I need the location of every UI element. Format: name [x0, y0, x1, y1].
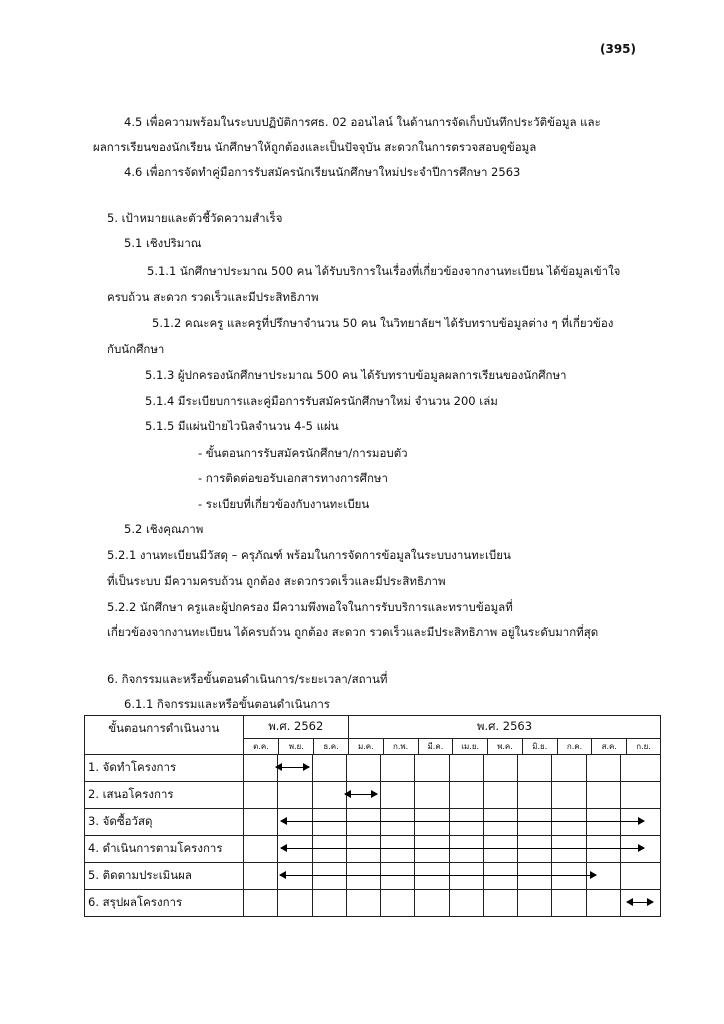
year-header: พ.ศ. 2563 [348, 716, 660, 739]
month-gridline [586, 890, 587, 916]
bullet-item: - ระเบียบที่เกี่ยวข้องกับงานทะเบียน [198, 497, 370, 511]
month-gridline [380, 809, 381, 835]
item-5-1-2-line-2: กับนักศึกษา [107, 342, 165, 356]
month-gridline [620, 782, 621, 808]
month-gridline [380, 836, 381, 862]
month-gridline [483, 755, 484, 781]
task-row [85, 890, 661, 917]
duration-arrow [280, 875, 597, 876]
month-gridline [312, 809, 313, 835]
month-gridline [449, 890, 450, 916]
month-gridline [449, 836, 450, 862]
month-header: ก.ค. [557, 739, 592, 755]
month-header: พ.ย. [279, 739, 314, 755]
month-gridline [380, 863, 381, 889]
month-gridline [414, 782, 415, 808]
bullet-item: - ขั้นตอนการรับสมัครนักศึกษา/การมอบตัว [198, 446, 408, 460]
month-gridline [346, 809, 347, 835]
item-5-1-1-line-1: 5.1.1 นักศึกษาประมาณ 500 คน ได้รับบริการในเรื่องที่เกี่ยวข้องจากงานทะเบียน ได้ข้อมูลเข้าใจ [147, 264, 621, 278]
item-5-1-2-line-1: 5.1.2 คณะครู และครูที่ปรึกษาจำนวน 50 คน ในวิทยาลัยฯ ได้รับทราบข้อมูลต่าง ๆ ที่เกี่ยวข้อง [152, 316, 614, 330]
month-gridline [620, 863, 621, 889]
month-gridline [449, 809, 450, 835]
item-5-1-5: 5.1.5 มีแผ่นป้ายไวนิลจำนวน 4-5 แผ่น [145, 419, 339, 433]
item-5-1-4: 5.1.4 มีระเบียบการและคู่มือการรับสมัครนักศึกษาใหม่ จำนวน 200 เล่ม [145, 394, 498, 408]
month-gridline [483, 782, 484, 808]
month-gridline [586, 863, 587, 889]
section-6-1-1-heading: 6.1.1 กิจกรรมและหรือขั้นตอนดำเนินการ [124, 697, 330, 711]
month-gridline [312, 755, 313, 781]
month-gridline [483, 809, 484, 835]
month-gridline [620, 890, 621, 916]
month-header: ม.ค. [348, 739, 383, 755]
month-gridline [277, 890, 278, 916]
month-gridline [277, 782, 278, 808]
month-header: ธ.ค. [314, 739, 349, 755]
month-gridline [483, 890, 484, 916]
month-gridline [551, 782, 552, 808]
month-gridline [551, 809, 552, 835]
month-gridline [380, 755, 381, 781]
month-gridline [586, 782, 587, 808]
task-timeline [243, 836, 660, 863]
month-gridline [551, 755, 552, 781]
task-rows [85, 755, 661, 917]
month-gridline [312, 836, 313, 862]
month-gridline [517, 809, 518, 835]
month-gridline [517, 863, 518, 889]
task-column-header: ขั้นตอนการดำเนินงาน [85, 716, 244, 755]
duration-arrow [276, 767, 309, 768]
month-header: เม.ย. [453, 739, 488, 755]
year-header: พ.ศ. 2562 [243, 716, 348, 739]
item-5-1-1-line-2: ครบถ้วน สะดวก รวดเร็วและมีประสิทธิภาพ [107, 290, 319, 304]
duration-arrow [627, 902, 653, 903]
task-name: 5. ติดตามประเมินผล [85, 863, 244, 890]
month-gridline [586, 809, 587, 835]
month-gridline [551, 863, 552, 889]
month-gridline [312, 863, 313, 889]
month-gridline [449, 755, 450, 781]
month-gridline [517, 782, 518, 808]
task-row [85, 755, 661, 782]
task-name: 2. เสนอโครงการ [85, 782, 244, 809]
item-5-2-2-line-1: 5.2.2 นักศึกษา ครูและผู้ปกครอง มีความพึงพอใจในการรับบริการและทราบข้อมูลที่ [107, 600, 513, 614]
task-timeline [243, 782, 660, 809]
month-header: มิ.ย. [522, 739, 557, 755]
month-gridline [586, 836, 587, 862]
month-gridline [414, 809, 415, 835]
month-header: พ.ค. [488, 739, 523, 755]
section-5-2-heading: 5.2 เชิงคุณภาพ [124, 522, 204, 536]
objective-4-5-line-1: 4.5 เพื่อความพร้อมในระบบปฏิบัติการศธ. 02 ออนไลน์ ในด้านการจัดเก็บบันทึกประวัติข้อมูล และ [124, 115, 601, 129]
task-row [85, 836, 661, 863]
month-gridline [620, 836, 621, 862]
month-gridline [380, 782, 381, 808]
month-gridline [483, 863, 484, 889]
page-number: (395) [600, 42, 637, 56]
item-5-2-1-line-2: ที่เป็นระบบ มีความครบถ้วน ถูกต้อง สะดวกรวดเร็วและมีประสิทธิภาพ [107, 574, 446, 588]
section-5-heading: 5. เป้าหมายและตัวชี้วัดความสำเร็จ [107, 211, 283, 225]
task-row [85, 863, 661, 890]
task-row [85, 782, 661, 809]
month-gridline [483, 836, 484, 862]
month-gridline [551, 890, 552, 916]
month-gridline [312, 782, 313, 808]
month-header: ก.ย. [627, 739, 661, 755]
bullet-item: - การติดต่อขอรับเอกสารทางการศึกษา [198, 471, 388, 485]
month-gridline [449, 782, 450, 808]
month-gridline [346, 863, 347, 889]
month-gridline [620, 755, 621, 781]
task-timeline [243, 755, 660, 782]
objective-4-6: 4.6 เพื่อการจัดทำคู่มือการรับสมัครนักเรียนนักศึกษาใหม่ประจำปีการศึกษา 2563 [124, 165, 521, 179]
month-header: ก.พ. [383, 739, 418, 755]
task-name: 4. ดำเนินการตามโครงการ [85, 836, 244, 863]
month-gridline [517, 890, 518, 916]
item-5-2-1-line-1: 5.2.1 งานทะเบียนมีวัสดุ – ครุภัณฑ์ พร้อมในการจัดการข้อมูลในระบบงานทะเบียน [107, 548, 511, 562]
objective-4-5-line-2: ผลการเรียนของนักเรียน นักศึกษาให้ถูกต้องและเป็นปัจจุบัน สะดวกในการตรวจสอบดูข้อมูล [93, 140, 537, 154]
task-name: 6. สรุปผลโครงการ [85, 890, 244, 917]
section-6-heading: 6. กิจกรรมและหรือขั้นตอนดำเนินการ/ระยะเวลา/สถานที่ [107, 672, 388, 686]
month-gridline [551, 836, 552, 862]
month-gridline [346, 755, 347, 781]
month-gridline [414, 836, 415, 862]
section-5-1-heading: 5.1 เชิงปริมาณ [124, 236, 202, 250]
month-gridline [517, 755, 518, 781]
schedule-table [84, 715, 661, 917]
month-gridline [449, 863, 450, 889]
duration-arrow [281, 821, 644, 822]
task-name: 3. จัดซื้อวัสดุ [85, 809, 244, 836]
task-row [85, 809, 661, 836]
month-header: มี.ค. [418, 739, 453, 755]
task-name: 1. จัดทำโครงการ [85, 755, 244, 782]
duration-arrow [345, 794, 378, 795]
task-timeline [243, 863, 660, 890]
item-5-1-3: 5.1.3 ผู้ปกครองนักศึกษาประมาณ 500 คน ได้รับทราบข้อมูลผลการเรียนของนักศึกษา [145, 368, 567, 382]
month-gridline [346, 836, 347, 862]
month-gridline [414, 863, 415, 889]
month-gridline [414, 890, 415, 916]
month-gridline [380, 890, 381, 916]
month-gridline [277, 836, 278, 862]
item-5-2-2-line-2: เกี่ยวข้องจากงานทะเบียน ได้ครบถ้วน ถูกต้อง สะดวก รวดเร็วและมีประสิทธิภาพ อยู่ในระดับมากที่สุด [107, 625, 599, 639]
month-gridline [277, 809, 278, 835]
month-gridline [346, 890, 347, 916]
task-timeline [243, 809, 660, 836]
month-gridline [414, 755, 415, 781]
task-timeline [243, 890, 660, 917]
month-header: ต.ค. [243, 739, 279, 755]
month-gridline [620, 809, 621, 835]
month-header: ส.ค. [592, 739, 627, 755]
month-gridline [312, 890, 313, 916]
month-gridline [517, 836, 518, 862]
month-gridline [586, 755, 587, 781]
duration-arrow [281, 848, 644, 849]
